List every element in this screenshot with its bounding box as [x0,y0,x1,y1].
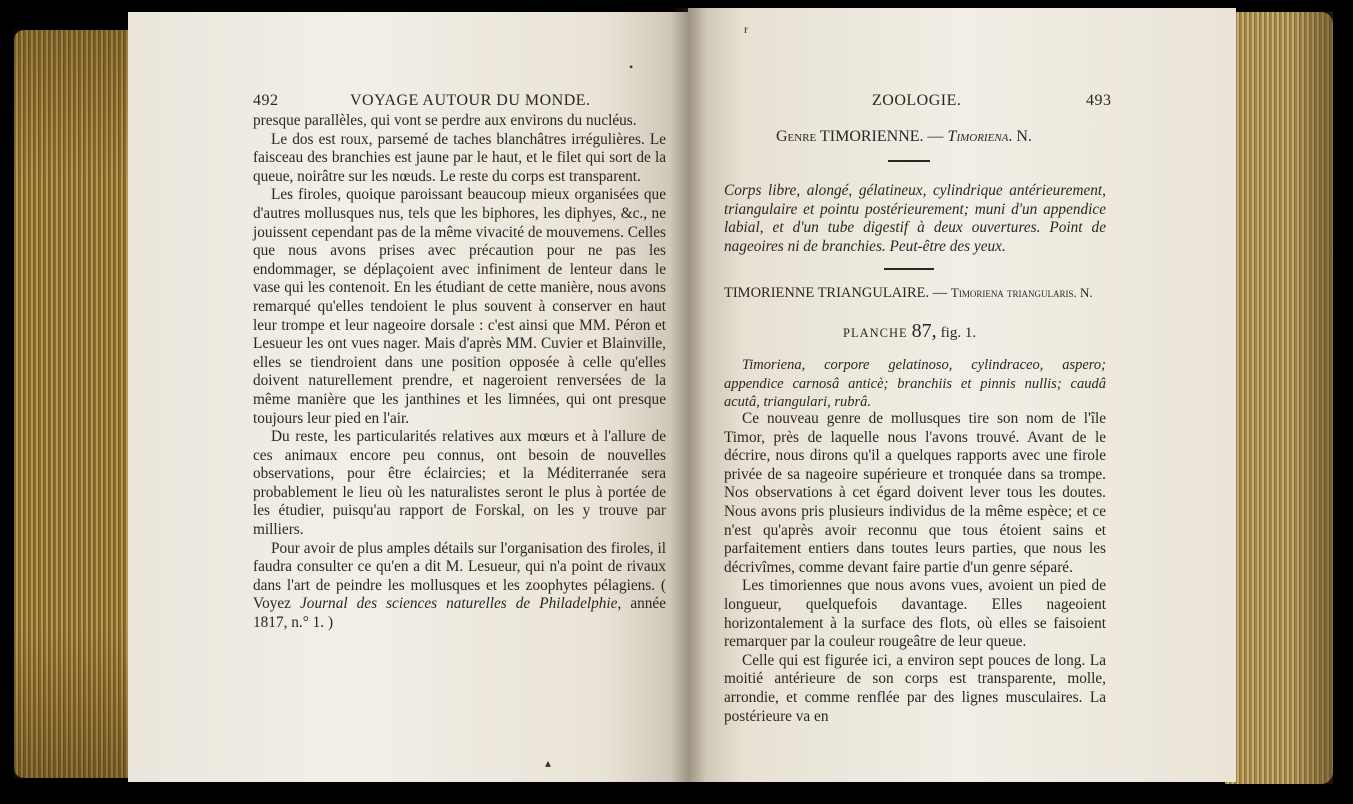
left-paragraph: presque parallèles, qui vont se perdre aux environs du nucléus. [253,112,637,129]
genre-description [724,182,1106,256]
separator-rule [884,268,934,270]
species-dash: — [932,285,948,301]
planche-label: PLANCHE [843,326,908,340]
left-paragraph-text: , année 1817, n.° 1. ) [253,595,666,632]
species-heading [724,285,1093,302]
left-running-title: VOYAGE AUTOUR DU MONDE. [350,92,591,109]
right-paragraph: Ce nouveau genre de mollusques tire son nom de l'île Timor, près de laquelle nous l'avons trouvé. Avant de le décrire, nous dirons qu'il a quelques rapports avec une firole privée de sa nageoire supérieure et tronquée dans sa trompe. Nos observations à cet égard doivent lever tous les doutes. Nous avons pris plusieurs individus de la même espèce; et ce n'est qu'après avoir reconnu que tous étoient sains et parfaitement entiers dans toutes leurs parties, que nous les décrivîmes, comme devant faire partie d'un genre séparé. [724,410,1106,576]
latin-description-text: Timoriena, corpore gelatinoso, cylindraceo, aspero; appendice carnosâ anticè; branchiis et pinnis nullis; caudâ acutâ, triangulari, rubrâ. [724,357,1106,411]
genre-description-text: Corps libre, alongé, gélatineux, cylindrique antérieurement, triangulaire et pointu postérieurement; muni d'un appendice labial, et d'un tube digestif à deux ouvertures. Point de nageoires ni de branchies. Peut-être des yeux. [724,182,1106,255]
left-paragraph: Les firoles, quoique paroissant beaucoup mieux organisées que d'autres mollusques nus, tels que les biphores, les diphyes, &c., ne jouissent cependant pas de la même vivacité de mouvemens. Celles que nous avons prises avec précaution pour ne pas les endommager, se déplaçoient avec infiniment de lenteur dans le vase qui les contenoit. En les étudiant de cette manière, nous avons remarqué qu'elles tendoient le plus souvent à conserver en haut leur trompe et leur nageoire dorsale : c'est ainsi que MM. Péron et Lesueur les ont vues nager. Mais d'après MM. Cuvier et Blainville, elles se tiendroient dans une position opposée à celle qu'elles doivent naturellement prendre, et nageroient renversées de la même manière que les janthines et les limnées, qui ont presque toujours leur pied en l'air. [253,186,666,427]
left-page-edges [14,30,139,778]
species-latin: Timoriena triangularis. N. [950,285,1093,300]
book-gutter [670,8,706,782]
genre-abbrev: . N. [1008,128,1032,145]
left-paragraph: Du reste, les particularités relatives aux mœurs et à l'allure de ces animaux encore peu connus, ont besoin de nouvelles observations, pour être éclaircies; et la Méditerranée sera probablement le lieu où les naturalistes seront le plus à portée de les étudier, puisqu'au rapport de Forskal, on les y trouve par milliers. [253,428,666,539]
journal-title: Journal des sciences naturelles de Philadelphie [300,595,618,613]
plate-reference [843,320,976,343]
right-body-text [724,410,1106,726]
right-running-title: ZOOLOGIE. [872,92,962,109]
left-body-text [253,112,666,633]
left-page-number: 492 [253,92,279,109]
right-paragraph: Les timoriennes que nous avons vues, avoient un pied de longueur, quelquefois davantage. Elles nageoient horizontalement à la surface des flots, où elles se faisoient remarquer par la couleur rougeâtre de leur queue. [724,577,1106,651]
latin-description [724,356,1106,412]
right-page-edges [1225,12,1333,784]
left-paragraph: Le dos est roux, parsemé de taches blanchâtres irrégulières. Le faisceau des branchies est jaune par le haut, et le filet qui sort de la queue, noirâtre sur les nœuds. Le reste du corps est transparent. [253,130,666,185]
genre-heading [776,128,1032,146]
separator-rule [888,160,930,162]
left-paragraph-text: Pour avoir de plus amples détails sur l'organisation des firoles, il faudra consulter ce qu'en a dit M. Lesueur, qui n'a point de rivaux dans l'art de peindre les mollusques et les zoophytes pélagiens. ( Voyez [253,539,666,613]
genre-label: Genre [776,128,817,145]
species-name: TIMORIENNE TRIANGULAIRE. [724,285,930,301]
genre-name: TIMORIENNE. [820,128,924,145]
fig-label: fig. 1. [940,325,977,341]
left-paragraph-last [253,540,666,633]
planche-number: 87, [911,320,937,342]
ink-speck: • [629,60,634,74]
right-page-number: 493 [1086,92,1112,109]
genre-latin: Timoriena [947,128,1009,145]
ink-speck: r [744,22,748,36]
right-paragraph: Celle qui est figurée ici, a environ sept pouces de long. La moitié antérieure de son corps est transparente, molle, arrondie, et comme renflée par des lignes musculaires. La postérieure va en [724,651,1106,725]
genre-dash: — [927,128,944,145]
ink-speck: ▴ [545,756,552,770]
